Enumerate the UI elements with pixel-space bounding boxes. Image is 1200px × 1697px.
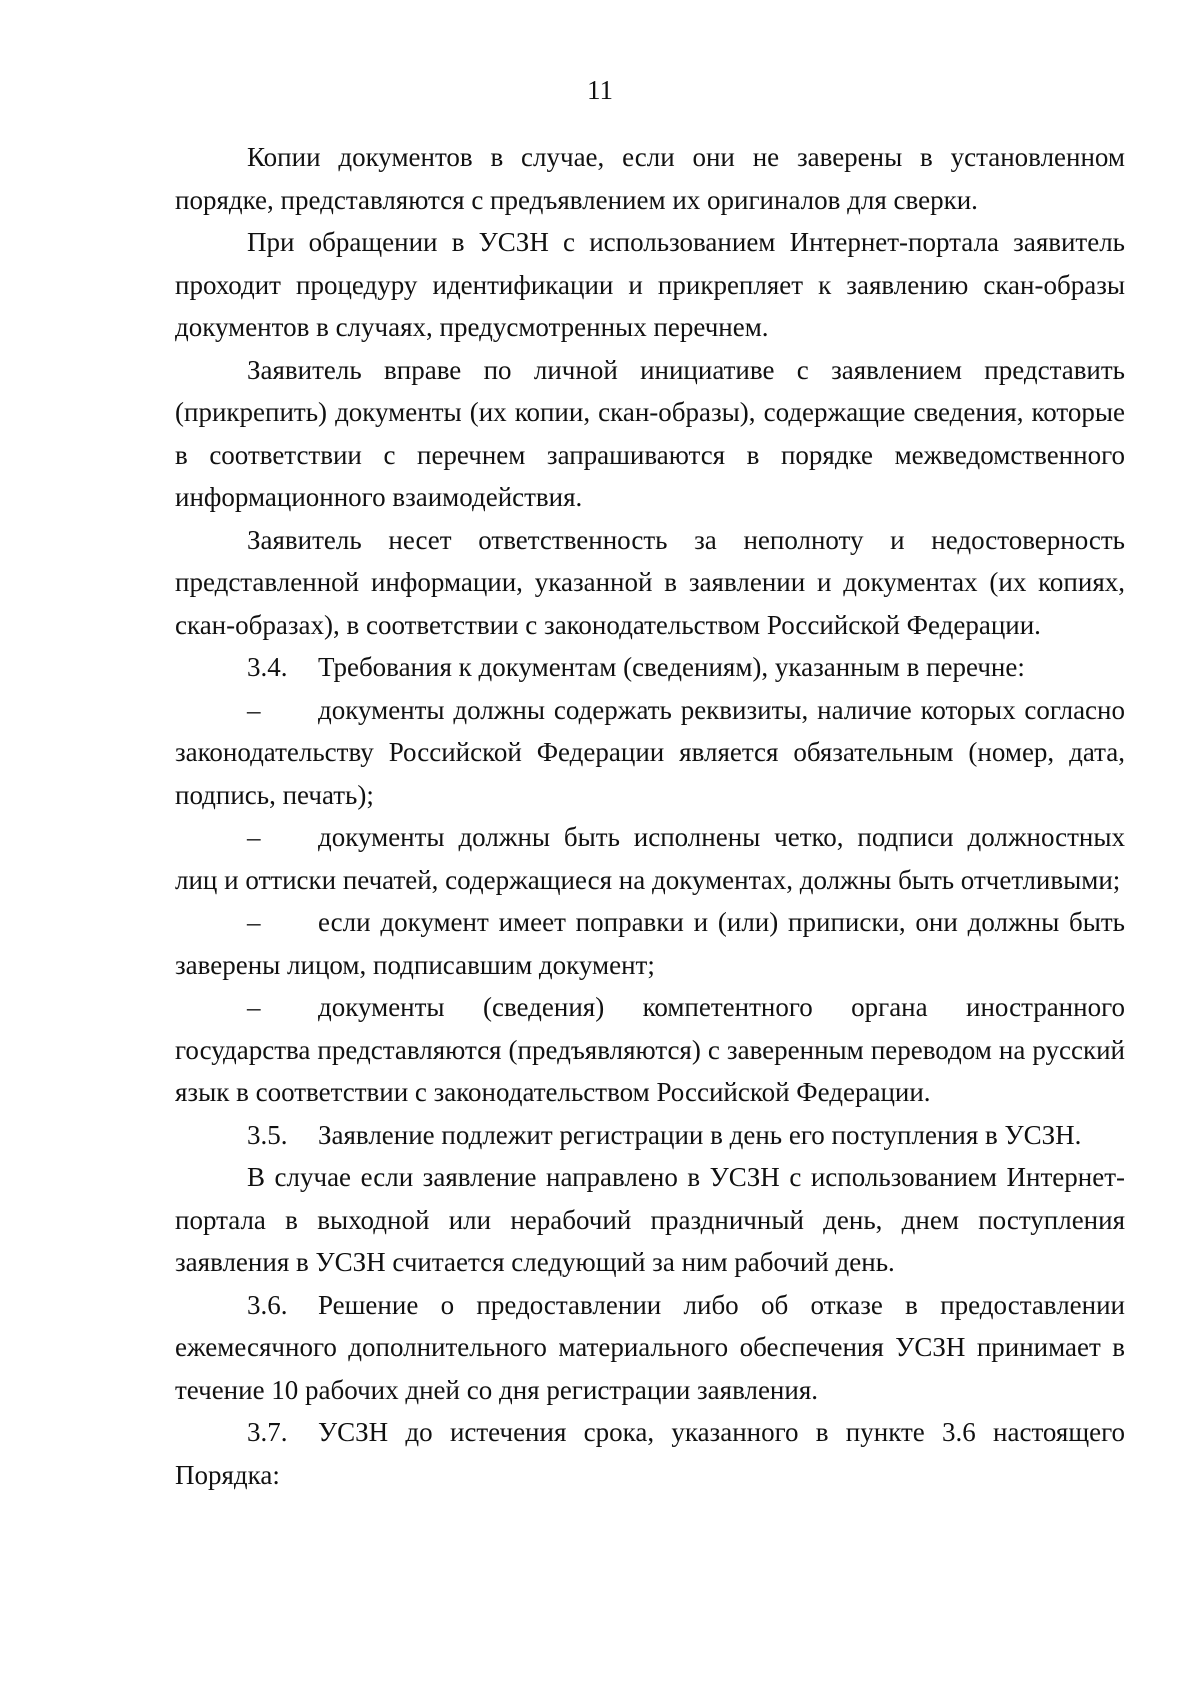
dash-marker: – xyxy=(247,694,261,725)
clause-3-4: 3.4. Требования к документам (сведениям), указанным в перечне: xyxy=(175,646,1125,689)
paragraph-responsibility: Заявитель несет ответственность за неполноту и недостоверность представленной информации, указанной в заявлении и документах (их копиях, скан-образах), в соответствии с законодательством Российской Федерации. xyxy=(175,524,1125,640)
paragraph-own-initiative: Заявитель вправе по личной инициативе с заявлением представить (прикрепить) документы (их копии, скан-образы), содержащие сведения, которые в соответствии с перечнем запрашиваются в порядке межведомственного информационного взаимодействия. xyxy=(175,354,1125,512)
dash-marker: – xyxy=(247,822,261,852)
document-body xyxy=(175,136,1125,1496)
paragraph-copies: Копии документов в случае, если они не заверены в установленном порядке, представляются с предъявлением их оригиналов для сверки. xyxy=(175,142,1125,215)
list-item-foreign-documents: – документы (сведения) компетентного органа иностранного государства представляются (предъявляются) с заверенным переводом на русский язык в соответствии с законодательством Российской Федерации. xyxy=(175,986,1125,1114)
clause-3-5: 3.5. Заявление подлежит регистрации в день его поступления в УСЗН. xyxy=(175,1114,1125,1157)
paragraph-internet-portal: При обращении в УСЗН с использованием Интернет-портала заявитель проходит процедуру идентификации и прикрепляет к заявлению скан-образы документов в случаях, предусмотренных перечнем. xyxy=(175,227,1125,342)
clause-number: 3.6. xyxy=(247,1289,288,1320)
page-number: 11 xyxy=(587,75,613,105)
clause-number: 3.5. xyxy=(247,1119,288,1150)
paragraph-weekend-submission: В случае если заявление направлено в УСЗН с использованием Интернет-портала в выходной или нерабочий праздничный день, днем поступления заявления в УСЗН считается следующий за ним рабочий день. xyxy=(175,1162,1125,1277)
dash-marker: – xyxy=(247,992,261,1022)
clause-number: 3.7. xyxy=(247,1417,288,1447)
clause-number: 3.4. xyxy=(247,652,288,682)
list-item-requisites: – документы должны содержать реквизиты, наличие которых согласно законодательству Российской Федерации является обязательным (номер, дата, подпись, печать); xyxy=(175,689,1125,817)
dash-marker: – xyxy=(247,907,261,937)
list-item-corrections: – если документ имеет поправки и (или) приписки, они должны быть заверены лицом, подписавшим документ; xyxy=(175,901,1125,986)
clause-3-6: 3.6. Решение о предоставлении либо об отказе в предоставлении ежемесячного дополнительного материального обеспечения УСЗН принимает в течение 10 рабочих дней со дня регистрации заявления. xyxy=(175,1284,1125,1412)
clause-3-7: 3.7. УСЗН до истечения срока, указанного в пункте 3.6 настоящего Порядка: xyxy=(175,1411,1125,1496)
list-item-clarity: – документы должны быть исполнены четко, подписи должностных лиц и оттиски печатей, содержащиеся на документах, должны быть отчетливыми; xyxy=(175,816,1125,901)
